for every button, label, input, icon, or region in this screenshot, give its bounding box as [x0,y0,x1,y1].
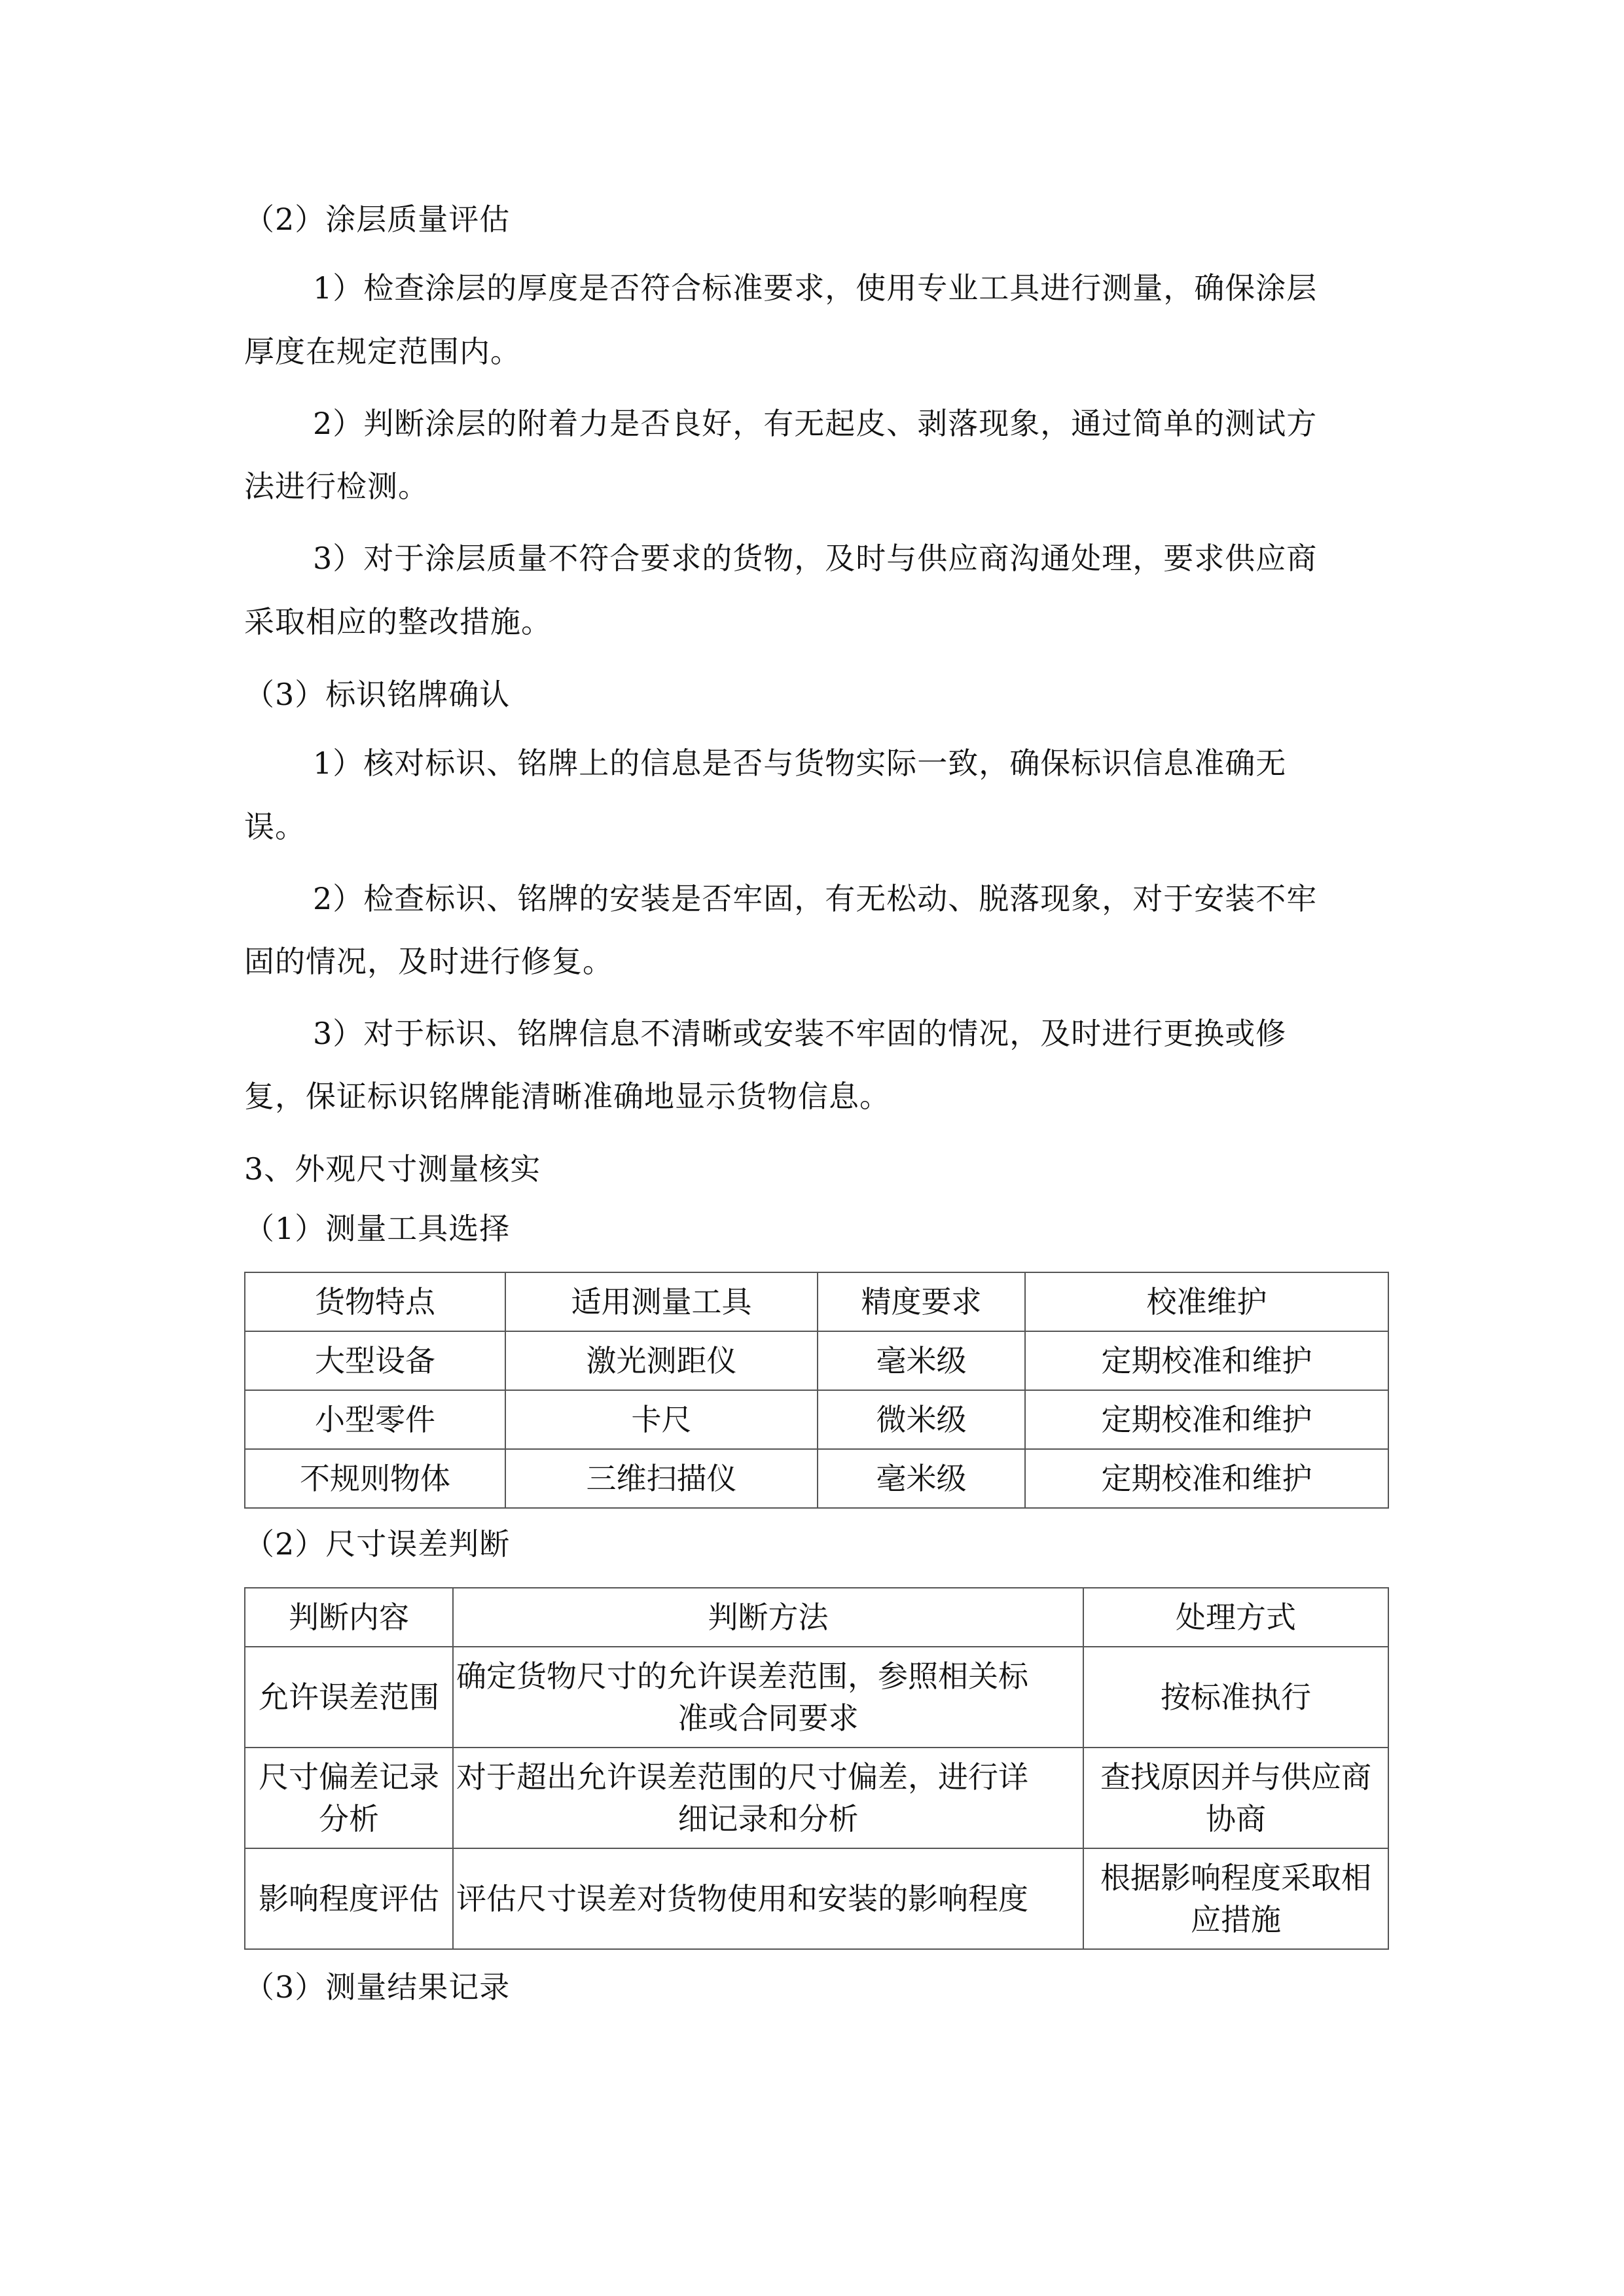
paragraph-line: 2）检查标识、铭牌的安装是否牢固，有无松动、脱落现象，对于安装不牢 [313,881,1318,916]
table-cell [453,1748,1083,1848]
paragraph-line: 采取相应的整改措施。 [244,604,552,639]
table-header-cell: 校准维护 [1025,1272,1388,1331]
table-header-cell: 适用测量工具 [505,1272,818,1331]
table-cell: 激光测距仪 [505,1331,818,1390]
table-header-cell: 精度要求 [818,1272,1025,1331]
table-cell [1083,1647,1388,1748]
table-row [245,1449,1388,1508]
paragraph-line: 法进行检测。 [244,469,429,504]
table-cell: 三维扫描仪 [505,1449,818,1508]
table-row [245,1848,1388,1949]
table-cell [453,1647,1083,1748]
cell-line: 对于超出允许误差范围的尺寸偏差，进行详 [456,1759,1028,1795]
cell-line: 查找原因并与供应商 [1100,1759,1371,1795]
cell-line: 评估尺寸误差对货物使用和安装的影响程度 [456,1881,1028,1916]
table-cell: 毫米级 [818,1331,1025,1390]
cell-line: 尺寸偏差记录 [259,1759,439,1795]
section-heading-tools: （1）测量工具选择 [244,1211,511,1246]
cell-line: 影响程度评估 [259,1881,439,1916]
table-header-cell: 处理方式 [1083,1588,1388,1647]
table-row [245,1390,1388,1449]
paragraph-line: 1）核对标识、铭牌上的信息是否与货物实际一致，确保标识信息准确无 [313,745,1287,781]
cell-line: 准或合同要求 [677,1700,859,1736]
paragraph-line: 厚度在规定范围内。 [244,334,521,369]
table-cell: 卡尺 [505,1390,818,1449]
table-cell [245,1748,453,1848]
section-heading-record: （3）测量结果记录 [244,1969,511,2005]
table-header-cell: 货物特点 [245,1272,505,1331]
table-header-row [245,1272,1388,1331]
paragraph-line: 2）判断涂层的附着力是否良好，有无起皮、剥落现象，通过简单的测试方 [313,406,1318,441]
measurement-tools-table [244,1272,1389,1509]
table-cell: 小型零件 [245,1390,505,1449]
table-cell: 定期校准和维护 [1025,1390,1388,1449]
paragraph-line: 3）对于涂层质量不符合要求的货物，及时与供应商沟通处理，要求供应商 [313,541,1318,576]
cell-line: 协商 [1206,1801,1266,1837]
paragraph-line: 误。 [244,809,306,844]
table-cell [1083,1848,1388,1949]
table-cell: 毫米级 [818,1449,1025,1508]
paragraph-line: 1）检查涂层的厚度是否符合标准要求，使用专业工具进行测量，确保涂层 [313,270,1318,306]
table-cell [245,1647,453,1748]
table-row [245,1647,1388,1748]
table-cell: 不规则物体 [245,1449,505,1508]
table-header-row [245,1588,1388,1647]
table-cell [245,1848,453,1949]
dimension-error-table [244,1587,1389,1950]
section-heading-label: （3）标识铭牌确认 [244,677,511,712]
table-cell: 大型设备 [245,1331,505,1390]
table-header-cell: 判断内容 [245,1588,453,1647]
cell-line: 应措施 [1191,1902,1281,1937]
cell-line: 允许误差范围 [259,1679,439,1715]
cell-line: 分析 [319,1801,379,1837]
table-row [245,1331,1388,1390]
table-cell: 定期校准和维护 [1025,1449,1388,1508]
table-header-cell: 判断方法 [453,1588,1083,1647]
section-heading-dimension: 3、外观尺寸测量核实 [244,1151,541,1187]
table-cell [453,1848,1083,1949]
section-heading-error: （2）尺寸误差判断 [244,1526,511,1562]
table-cell: 微米级 [818,1390,1025,1449]
cell-line: 按标准执行 [1161,1679,1311,1715]
paragraph-line: 3）对于标识、铭牌信息不清晰或安装不牢固的情况，及时进行更换或修 [313,1016,1287,1051]
table-cell: 定期校准和维护 [1025,1331,1388,1390]
paragraph-line: 固的情况，及时进行修复。 [244,944,613,979]
cell-line: 细记录和分析 [677,1801,859,1837]
section-heading-coating: （2）涂层质量评估 [244,202,511,237]
table-row [245,1748,1388,1848]
table-cell [1083,1748,1388,1848]
cell-line: 确定货物尺寸的允许误差范围，参照相关标 [456,1659,1028,1694]
paragraph-line: 复，保证标识铭牌能清晰准确地显示货物信息。 [244,1079,890,1114]
cell-line: 根据影响程度采取相 [1100,1860,1371,1895]
